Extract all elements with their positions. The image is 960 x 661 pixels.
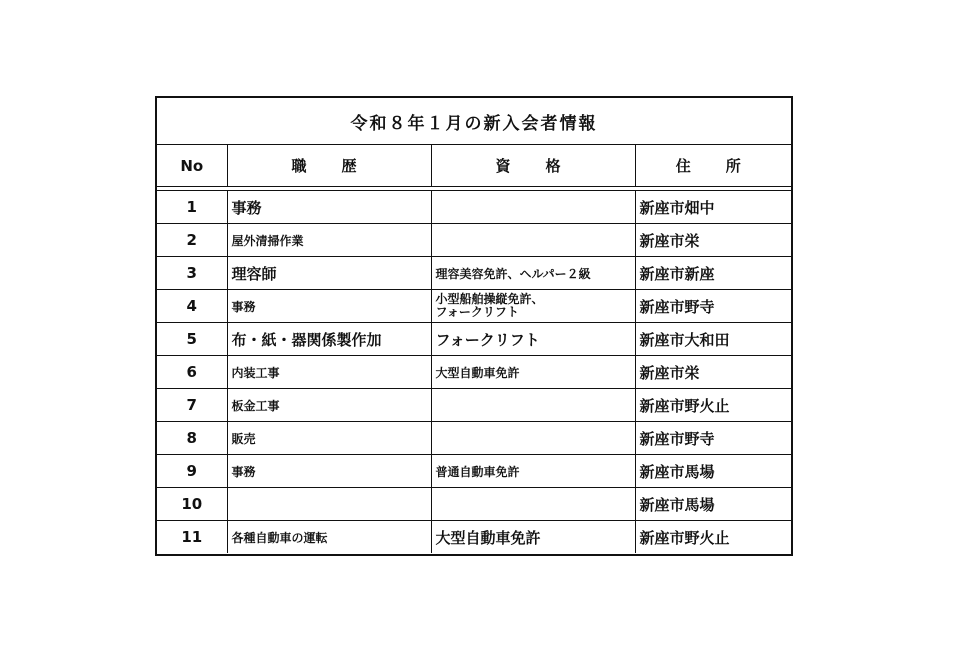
row-job: 理容師 <box>227 257 431 290</box>
row-job: 販売 <box>227 422 431 455</box>
row-address: 新座市馬場 <box>635 455 791 488</box>
row-no: 4 <box>157 290 227 323</box>
row-no: 7 <box>157 389 227 422</box>
row-job: 事務 <box>227 290 431 323</box>
table-header-row <box>157 145 791 187</box>
row-address: 新座市新座 <box>635 257 791 290</box>
table-row <box>157 488 791 521</box>
row-address: 新座市畑中 <box>635 191 791 224</box>
table-row <box>157 389 791 422</box>
row-address: 新座市野火止 <box>635 389 791 422</box>
header-license: 資 格 <box>431 145 635 187</box>
table-row <box>157 257 791 290</box>
row-address: 新座市野寺 <box>635 290 791 323</box>
row-no: 9 <box>157 455 227 488</box>
row-license: 理容美容免許、ヘルパー２級 <box>431 257 635 290</box>
table-row <box>157 455 791 488</box>
member-info-sheet <box>155 96 793 556</box>
member-table <box>157 145 791 553</box>
row-license <box>431 488 635 521</box>
row-license <box>431 389 635 422</box>
row-job: 屋外清掃作業 <box>227 224 431 257</box>
table-row <box>157 323 791 356</box>
row-license: フォークリフト <box>431 323 635 356</box>
row-license: 小型船舶操縦免許、 フォークリフト <box>431 290 635 323</box>
header-no: No <box>157 145 227 187</box>
table-row <box>157 224 791 257</box>
row-address: 新座市栄 <box>635 224 791 257</box>
row-no: 2 <box>157 224 227 257</box>
row-job <box>227 488 431 521</box>
table-row <box>157 521 791 554</box>
row-no: 3 <box>157 257 227 290</box>
row-no: 10 <box>157 488 227 521</box>
row-no: 11 <box>157 521 227 554</box>
row-license: 大型自動車免許 <box>431 356 635 389</box>
row-no: 5 <box>157 323 227 356</box>
row-license: 普通自動車免許 <box>431 455 635 488</box>
row-no: 6 <box>157 356 227 389</box>
row-no: 8 <box>157 422 227 455</box>
row-license <box>431 422 635 455</box>
row-job: 内装工事 <box>227 356 431 389</box>
row-address: 新座市馬場 <box>635 488 791 521</box>
row-license <box>431 191 635 224</box>
row-job: 各種自動車の運転 <box>227 521 431 554</box>
header-job: 職 歴 <box>227 145 431 187</box>
header-address: 住 所 <box>635 145 791 187</box>
row-job: 布・紙・器関係製作加 <box>227 323 431 356</box>
row-license <box>431 224 635 257</box>
row-address: 新座市野火止 <box>635 521 791 554</box>
row-job: 事務 <box>227 191 431 224</box>
table-row <box>157 422 791 455</box>
row-address: 新座市野寺 <box>635 422 791 455</box>
row-no: 1 <box>157 191 227 224</box>
row-address: 新座市栄 <box>635 356 791 389</box>
row-address: 新座市大和田 <box>635 323 791 356</box>
row-license: 大型自動車免許 <box>431 521 635 554</box>
row-job: 事務 <box>227 455 431 488</box>
table-row <box>157 356 791 389</box>
sheet-title: 令和８年１月の新入会者情報 <box>157 98 791 145</box>
table-row <box>157 191 791 224</box>
row-job: 板金工事 <box>227 389 431 422</box>
table-row <box>157 290 791 323</box>
